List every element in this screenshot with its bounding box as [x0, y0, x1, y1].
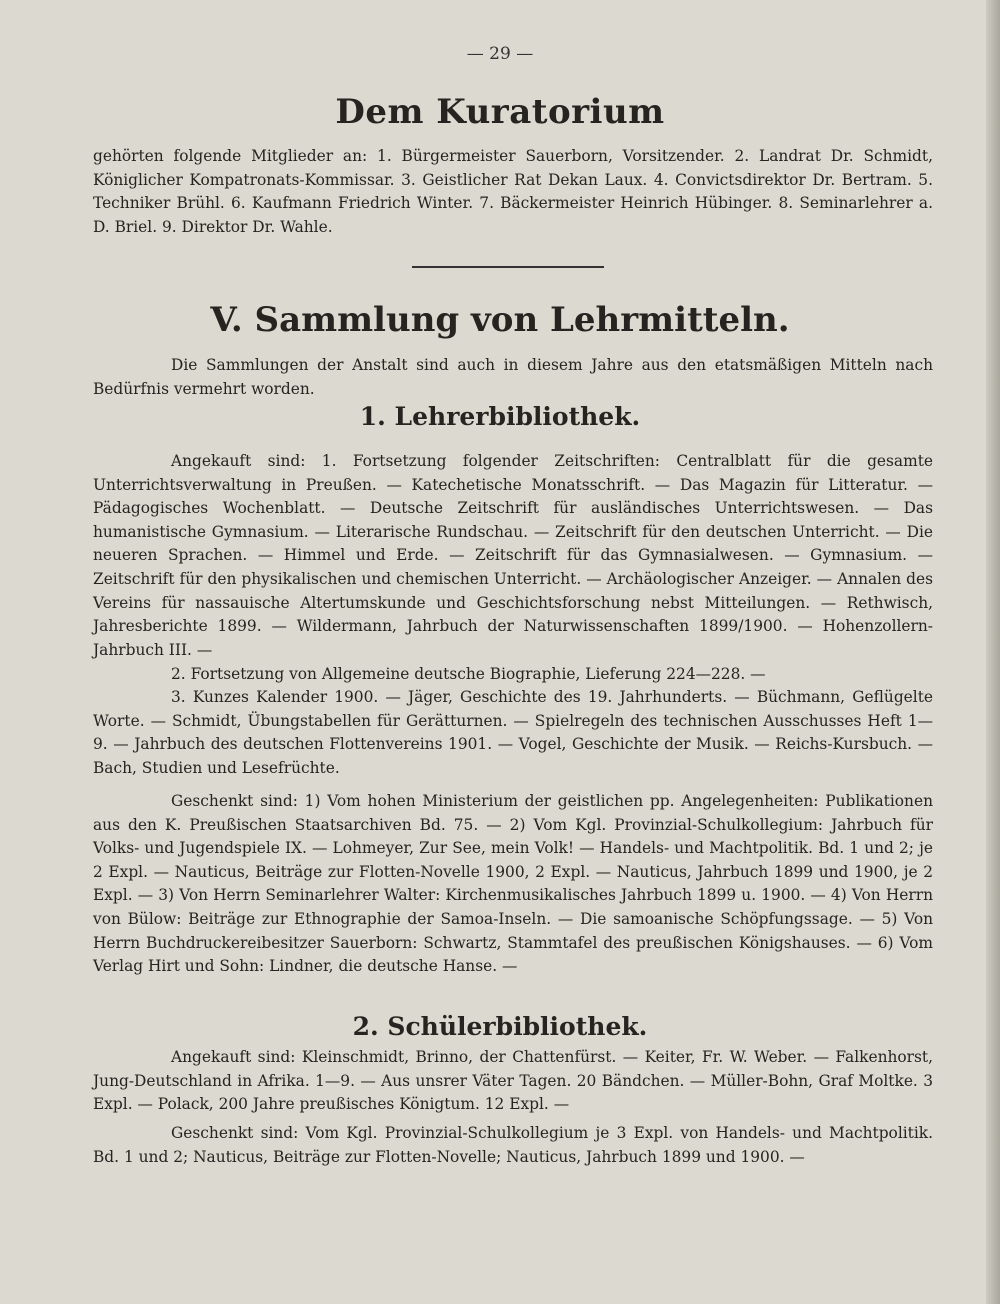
schuelerbibliothek-angekauft-paragraph: Angekauft sind: Kleinschmidt, Brinno, der Chattenfürst. — Keiter, Fr. W. Weber. — Falkenhorst, Jung-Deutschland in Afrika. 1—9. — Aus unsrer Väter Tagen. 20 Bändchen. — Müller-Bohn, Graf Moltke. 3 Expl. — Polack, 200 Jahre preußisches Königtum. 12 Expl. —: [93, 1048, 933, 1114]
lehrerbibliothek-angekauft-paragraph: Angekauft sind: 1. Fortsetzung folgender Zeitschriften: Centralblatt für die gesamte Unterrichtsverwaltung in Preußen. — Katechetische Monatsschrift. — Das Magazin für Litteratur. — Pädagogisches Wochenblatt. — Deutsche Zeitschrift für ausländisches Unterrichtswesen. — Das humanistische Gymnasium. — Literarische Rundschau. — Zeitschrift für den deutschen Unterricht. — Die neueren Sprachen. — Himmel und Erde. — Zeitschrift für das Gymnasialwesen. — Gymnasium. — Zeitschrift für den physikalischen und chemischen Unterricht. — Archäologischer Anzeiger. — Annalen des Vereins für nassauische Altertumskunde und Geschichtsforschung nebst Mitteilungen. — Rethwisch, Jahresberichte 1899. — Wildermann, Jahrbuch der Naturwissenschaften 1899/1900. — Hohenzollern-Jahrbuch III. —: [93, 452, 933, 659]
page-edge-shadow: [986, 0, 1000, 1304]
section-heading: V. Sammlung von Lehrmitteln.: [210, 300, 790, 340]
lehrerbibliothek-geschenkt-paragraph: Geschenkt sind: 1) Vom hohen Ministerium der geistlichen pp. Angelegenheiten: Publikationen aus den K. Preußischen Staatsarchiven Bd. 75. — 2) Vom Kgl. Provinzial-Schulkollegium: Jahrbuch für Volks- und Jugendspiele IX. — Lohmeyer, Zur See, mein Volk! — Handels- und Machtpolitik. Bd. 1 und 2; je 2 Expl. — Nauticus, Beiträge zur Flotten-Novelle 1900, 2 Expl. — Nauticus, Jahrbuch 1899 und 1900, je 2 Expl. — 3) Von Herrn Seminarlehrer Walter: Kirchenmusikalisches Jahrbuch 1899 u. 1900. — 4) Von Herrn von Bülow: Beiträge zur Ethnographie der Samoa-Inseln. — Die samoanische Schöpfungssage. — 5) Von Herrn Buchdruckereibesitzer Sauerborn: Schwartz, Stammtafel des preußischen Königshauses. — 6) Vom Verlag Hirt und Sohn: Lindner, die deutsche Hanse. —: [93, 792, 933, 976]
section-intro-paragraph: Die Sammlungen der Anstalt sind auch in diesem Jahre aus den etatsmäßigen Mitteln nach Bedürfnis vermehrt worden.: [93, 356, 933, 398]
lehrerbibliothek-kalender-paragraph: 3. Kunzes Kalender 1900. — Jäger, Geschichte des 19. Jahrhunderts. — Büchmann, Geflügelte Worte. — Schmidt, Übungstabellen für Gerätturnen. — Spielregeln des technischen Ausschusses Heft 1—9. — Jahrbuch des deutschen Flottenvereins 1901. — Vogel, Geschichte der Musik. — Reichs-Kursbuch. — Bach, Studien und Lesefrüchte.: [93, 688, 933, 777]
page-number: — 29 —: [466, 44, 534, 64]
section-divider: [412, 266, 604, 268]
kuratorium-heading: Dem Kuratorium: [335, 92, 665, 132]
lehrerbibliothek-fortsetzung-paragraph: 2. Fortsetzung von Allgemeine deutsche Biographie, Lieferung 224—228. —: [171, 665, 766, 683]
schuelerbibliothek-geschenkt-paragraph: Geschenkt sind: Vom Kgl. Provinzial-Schulkollegium je 3 Expl. von Handels- und Machtpolitik. Bd. 1 und 2; Nauticus, Beiträge zur Flotten-Novelle; Nauticus, Jahrbuch 1899 und 1900. —: [93, 1124, 933, 1166]
lehrerbibliothek-heading: 1. Lehrerbibliothek.: [359, 402, 641, 431]
kuratorium-members-paragraph: gehörten folgende Mitglieder an: 1. Bürgermeister Sauerborn, Vorsitzender. 2. Landrat Dr. Schmidt, Königlicher Kompatronats-Kommissar. 3. Geistlicher Rat Dekan Laux. 4. Convictsdirektor Dr. Bertram. 5. Techniker Brühl. 6. Kaufmann Friedrich Winter. 7. Bäckermeister Heinrich Hübinger. 8. Seminarlehrer a. D. Briel. 9. Direktor Dr. Wahle.: [93, 147, 933, 236]
schuelerbibliothek-heading: 2. Schülerbibliothek.: [352, 1012, 648, 1041]
